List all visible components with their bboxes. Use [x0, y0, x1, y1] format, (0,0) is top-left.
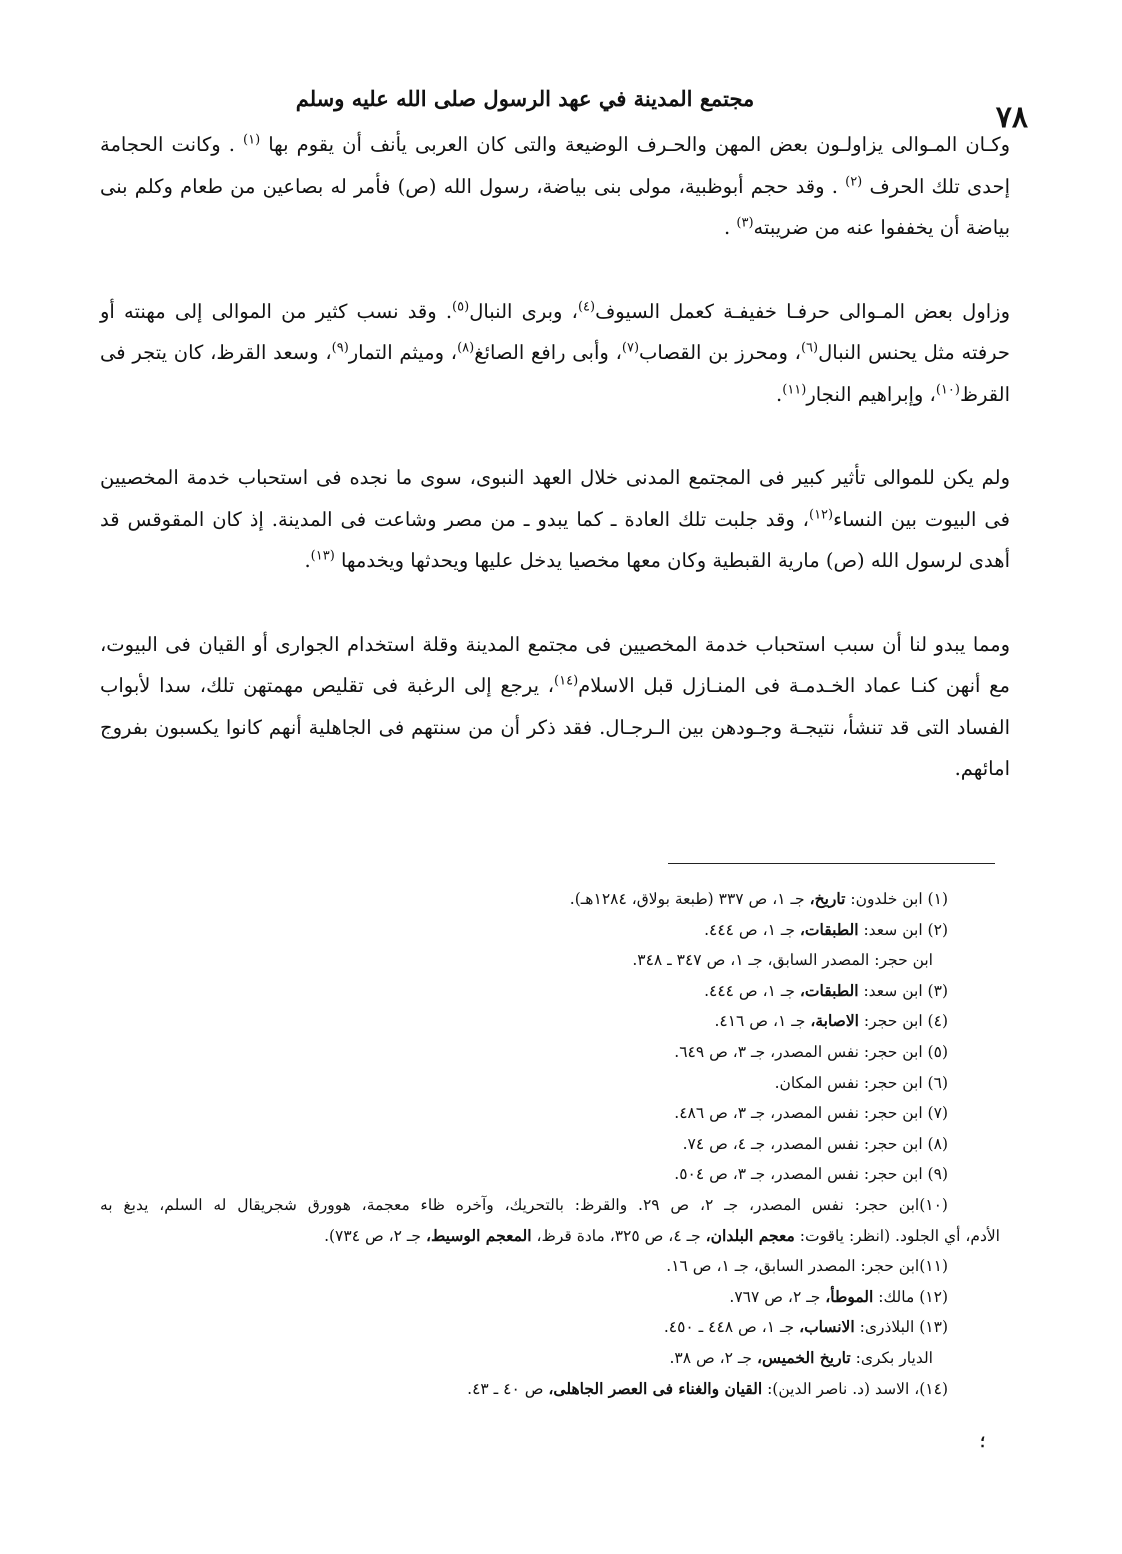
- paragraph-4: [100, 624, 1010, 790]
- fn-text: ص ٤٠ ـ ٤٣.: [467, 1379, 544, 1398]
- text-span: إحدى تلك الحرف: [869, 174, 1010, 198]
- fn-text: جـ ١، ص ٤١٦.: [714, 1012, 806, 1031]
- footnote-ref: (١٣): [310, 548, 335, 564]
- fn-source-title: الموطأ،: [825, 1286, 874, 1306]
- footnote-separator: [668, 863, 995, 864]
- text-span: ، يرجع إلى الرغبة فى تقليص مهمتهن تلك، سدا لأبواب الفساد التى قد تنشأ، نتيجـة وجـودهن بين الـرجـال. فقد ذكر أن من سنتهم فى الجاهلية أنهم كانوا يكسبون بفروج امائهم.: [100, 674, 1010, 780]
- fn-text: (١) ابن خلدون:: [850, 890, 948, 908]
- main-text: [100, 124, 1010, 790]
- footnote-10-continued: [100, 1221, 1000, 1252]
- text-span: ولم يكن للموالى تأثير كبير فى المجتمع المدنى خلال العهد النبوى، سوى ما نجده فى استحباب خدمة المخصيين فى البيوت بين النساء: [100, 466, 1010, 531]
- fn-source-title: المعجم الوسيط،: [425, 1225, 532, 1245]
- footnote-ref: (١٢): [808, 507, 834, 522]
- text-span: ومما يبدو لنا أن سبب استحباب خدمة المخصيين فى مجتمع المدينة وقلة استخدام الجوارى أو القيان فى البيوت، مع أنهن كنـا عماد الخـدمـة فى المنـازل قبل الاسلام: [100, 632, 1010, 697]
- footnote-14: [100, 1374, 1000, 1405]
- fn-source-title: الانساب،: [799, 1317, 855, 1337]
- footnote-13: [100, 1312, 1000, 1343]
- text-span: .: [723, 216, 731, 239]
- fn-text: جـ ٢، ص ٧٣٤).: [324, 1226, 422, 1245]
- footnote-11: (١١)ابن حجر: المصدر السابق، جـ ١، ص ١٦.: [666, 1257, 948, 1276]
- text-span: ، وبرى النبال: [469, 299, 578, 323]
- text-span: ، وسعد القرظ، كان يتجر فى القرظ: [100, 341, 1010, 406]
- footnote-3: [100, 976, 1000, 1007]
- fn-text: الديار بكرى:: [855, 1348, 933, 1367]
- text-span: ، وأبى رافع الصائغ: [474, 341, 622, 364]
- running-title: مجتمع المدينة في عهد الرسول صلى الله عليه وسلم: [295, 86, 755, 111]
- page-number: ٧٨: [995, 100, 1028, 135]
- footnote-13-continued: [100, 1343, 1000, 1374]
- fn-text: جـ ١، ص ٤٤٨ ـ ٤٥٠.: [663, 1318, 795, 1337]
- paragraph-3: [100, 457, 1010, 582]
- footnote-ref: (٥): [452, 299, 470, 314]
- fn-text: ابن حجر: المصدر السابق، جـ ١، ص ٣٤٧ ـ ٣٤٨.: [632, 951, 933, 970]
- fn-text: (١٤)، الاسد (د. ناصر الدين):: [767, 1379, 948, 1398]
- text-span: ، وقد جلبت تلك العادة ـ كما يبدو ـ من مصر وشاعت فى المدينة. إذ كان المقوقس قد أهدى لرسول الله (ص) مارية القبطية وكان معها مخصيا يدخل عليها ويحدثها ويخدمها: [100, 507, 1010, 572]
- fn-source-title: القيان والغناء فى العصر الجاهلى،: [548, 1378, 763, 1398]
- footnote-2-continued: [100, 945, 1000, 976]
- footnote-7: (٧) ابن حجر: نفس المصدر، جـ ٣، ص ٤٨٦.: [674, 1104, 948, 1123]
- footnote-4: [100, 1006, 1000, 1037]
- fn-source-title: معجم البلدان،: [705, 1225, 795, 1245]
- fn-source-title: الطبقات،: [799, 980, 859, 1000]
- footnote-ref: (١٠): [935, 382, 960, 397]
- text-span: . وقد حجم أبوظبية، مولى بنى بياضة، رسول الله (ص) فأمر له بصاعين من طعام وكلم بنى: [100, 174, 838, 198]
- footnote-ref: (١٤): [554, 673, 579, 689]
- footnote-1: [100, 884, 1000, 915]
- footnote-5: (٥) ابن حجر: نفس المصدر، جـ ٣، ص ٦٤٩.: [674, 1042, 948, 1061]
- fn-text: جـ ١، ص ٤٤٤.: [704, 981, 795, 1000]
- text-span: ، ومحرز بن القصاب: [639, 341, 801, 364]
- text-span: . وكانت الحجامة: [100, 133, 235, 156]
- footnote-12: [100, 1282, 1000, 1313]
- text-span: ، وميثم التمار: [348, 341, 458, 364]
- fn-text: (٤) ابن حجر:: [863, 1012, 948, 1031]
- fn-text: (١٢) مالك:: [878, 1287, 948, 1306]
- fn-source-title: تاريخ،: [809, 889, 846, 908]
- footnotes: [100, 884, 1000, 1404]
- paragraph-1: [100, 124, 1010, 249]
- footnote-ref: (٦): [800, 340, 819, 356]
- footnote-9: (٩) ابن حجر: نفس المصدر، جـ ٣، ص ٥٠٤.: [674, 1165, 948, 1184]
- footnote-ref: (٢): [845, 174, 863, 189]
- fn-text: جـ ١، ص ٣٣٧ (طبعة بولاق، ١٢٨٤هـ).: [569, 890, 805, 908]
- fn-text: (١٣) البلاذرى:: [859, 1318, 948, 1337]
- fn-text: جـ ١، ص ٤٤٤.: [704, 920, 795, 939]
- footnote-2: [100, 915, 1000, 946]
- fn-text: (٢) ابن سعد:: [863, 920, 948, 939]
- paragraph-2: [100, 291, 1010, 416]
- fn-source-title: تاريخ الخميس،: [756, 1347, 851, 1367]
- fn-source-title: الطبقات،: [799, 919, 859, 939]
- fn-text: جـ ٢، ص ٣٨.: [669, 1348, 753, 1367]
- text-span: .: [776, 382, 783, 406]
- fn-text: الأدم، أي الجلود. (انظر: ياقوت:: [799, 1226, 1000, 1245]
- footnote-ref: (٤): [577, 299, 596, 314]
- footnote-ref: (٣): [736, 215, 754, 231]
- footnote-ref: (١١): [782, 382, 807, 397]
- text-span: .: [304, 549, 311, 572]
- footnote-ref: (٨): [457, 340, 475, 356]
- footnote-ref: (١): [243, 132, 261, 148]
- fn-text: (٣) ابن سعد:: [863, 981, 948, 1000]
- fn-source-title: الاصابة،: [810, 1011, 859, 1031]
- fn-text: جـ ٢، ص ٧٦٧.: [729, 1287, 821, 1306]
- text-span: . وقد نسب كثير من الموالى إلى مهنته أو حرفته مثل يحنس النبال: [100, 299, 1010, 364]
- footnote-10: (١٠)ابن حجر: نفس المصدر، جـ ٢، ص ٢٩. والقرظ: بالتحريك، وآخره ظاء معجمة، هوورق شجريقال له السلم، يدبغ به: [100, 1195, 948, 1214]
- footnote-6: (٦) ابن حجر: نفس المكان.: [774, 1073, 948, 1092]
- text-span: بياضة أن يخففوا عنه من ضريبته: [753, 216, 1010, 239]
- text-span: وكـان المـوالى يزاولـون بعض المهن والحـرف الوضيعة والتى كان العربى يأنف أن يقوم بها: [268, 133, 1011, 156]
- text-span: وزاول بعض المـوالى حرفـا خفيفـة كعمل السيوف: [595, 299, 1010, 323]
- footnote-8: (٨) ابن حجر: نفس المصدر، جـ ٤، ص ٧٤.: [682, 1134, 948, 1153]
- text-span: ، وإبراهيم النجار: [806, 382, 936, 406]
- bottom-mark: ؛: [980, 1432, 986, 1451]
- footnote-ref: (٧): [621, 340, 640, 356]
- fn-text: جـ ٤، ص ٣٢٥، مادة قرظ،: [536, 1226, 701, 1245]
- footnote-ref: (٩): [331, 340, 349, 356]
